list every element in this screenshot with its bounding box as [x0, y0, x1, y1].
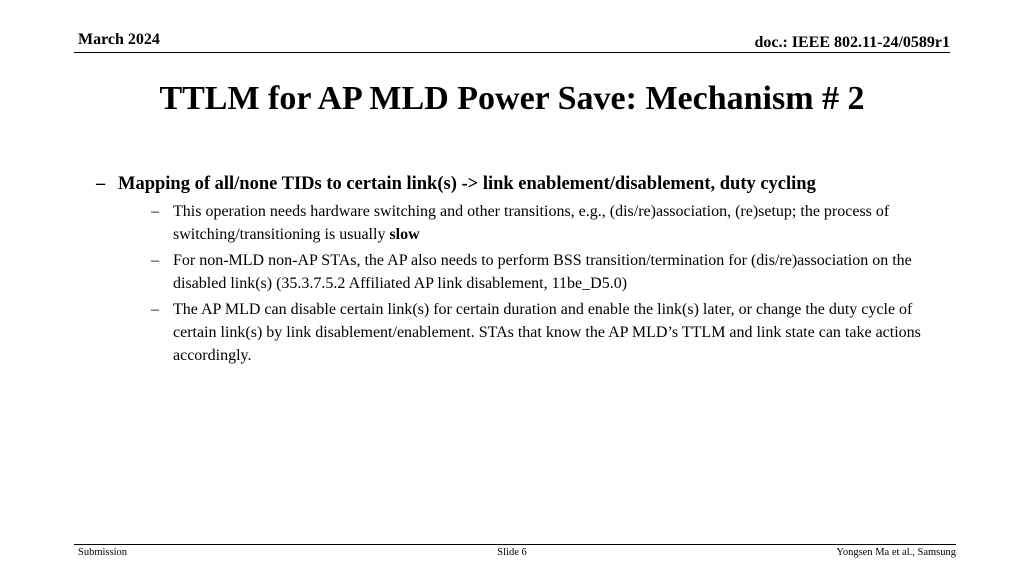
sub-bullet-3-text: The AP MLD can disable certain link(s) for certain duration and enable the link(s) later, or change the duty cycle of certain link(s) by link disablement/enablement. STAs that know the AP MLD’s TTLM and link state can take actions accordingly.	[173, 301, 921, 364]
sub-bullet-1-text: This operation needs hardware switching and other transitions, e.g., (dis/re)association, (re)setup; the process of switching/transitioning is usually	[173, 203, 890, 243]
sub-bullet-1	[151, 200, 946, 246]
sub-bullet-2	[151, 249, 946, 295]
sub-bullet-1-emphasis: slow	[389, 226, 420, 243]
bullet-dash: –	[151, 301, 159, 318]
bullet-dash: –	[151, 252, 159, 269]
slide-content	[96, 171, 946, 367]
header-divider	[74, 52, 950, 53]
footer-slide-number: Slide 6	[497, 547, 527, 558]
slide-title: TTLM for AP MLD Power Save: Mechanism # 2	[159, 80, 865, 117]
sub-bullet-3	[151, 298, 946, 367]
bullet-dash: –	[151, 203, 159, 220]
header-doc-id: doc.: IEEE 802.11-24/0589r1	[754, 34, 950, 51]
bullet-dash: –	[96, 174, 106, 194]
footer-divider	[74, 544, 956, 545]
header-date: March 2024	[78, 31, 160, 48]
bullet-main	[96, 171, 946, 197]
footer-author: Yongsen Ma et al., Samsung	[836, 547, 956, 558]
bullet-main-text: Mapping of all/none TIDs to certain link(s) -> link enablement/disablement, duty cycling	[118, 174, 816, 194]
sub-bullet-2-text: For non-MLD non-AP STAs, the AP also needs to perform BSS transition/termination for (dis/re)association on the disabled link(s) (35.3.7.5.2 Affiliated AP link disablement, 11be_D5.0)	[173, 252, 912, 292]
footer-submission: Submission	[78, 547, 128, 558]
